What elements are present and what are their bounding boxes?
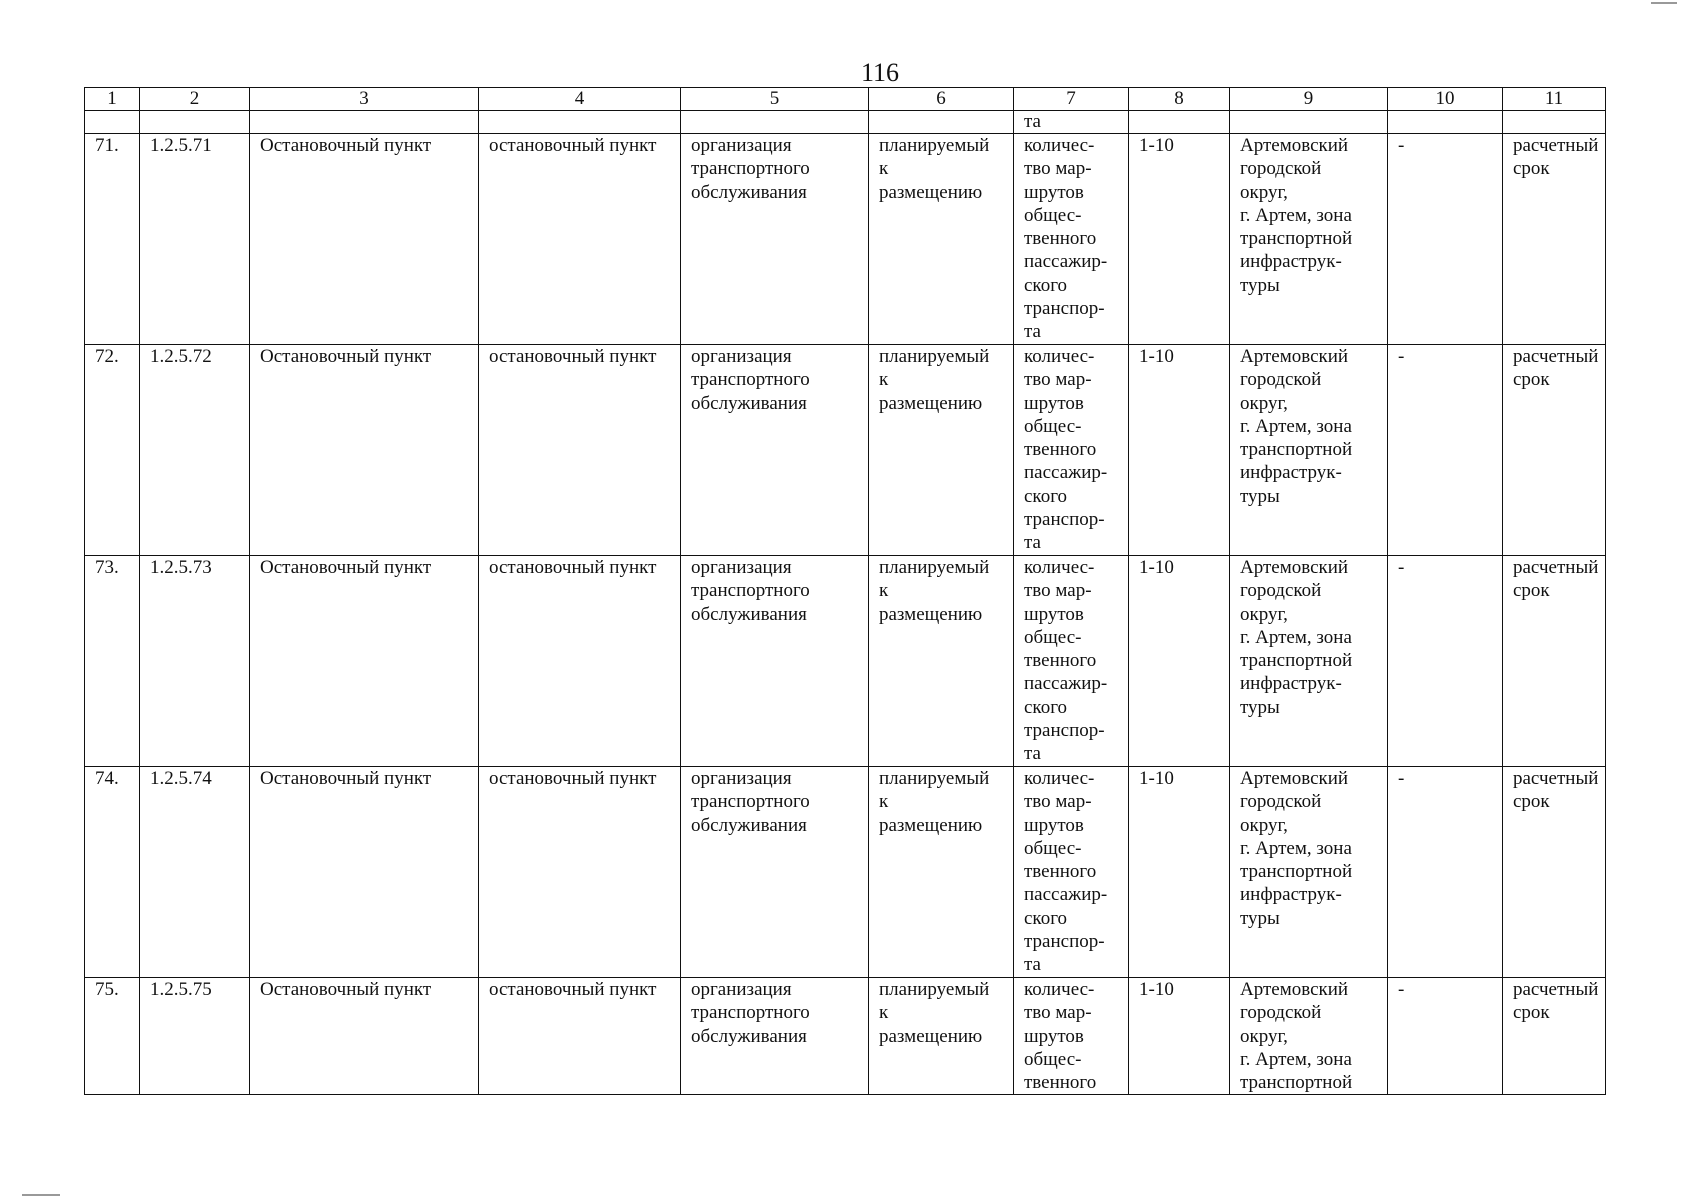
object-term-line: срок [1513, 158, 1550, 180]
object-characteristic-line: твенного [1024, 650, 1097, 672]
object-purpose-line: обслуживания [691, 603, 807, 625]
row-number: 75. [85, 978, 140, 1095]
object-status-line: к [879, 1002, 889, 1024]
object-location-line: Артемовский [1240, 346, 1349, 367]
object-purpose-line: организация [691, 135, 792, 156]
object-characteristic-line: пассажир- [1024, 251, 1108, 273]
object-characteristic-line: та [1024, 321, 1041, 343]
object-characteristic-line: количес- [1024, 346, 1095, 367]
object-location-line: туры [1240, 485, 1280, 507]
object-purpose-line: транспортного [691, 580, 810, 602]
object-characteristic-line: количес- [1024, 768, 1095, 789]
object-status-line: к [879, 369, 889, 391]
object-location-line: городской [1240, 1002, 1322, 1024]
object-characteristic-line: количес- [1024, 557, 1095, 578]
object-status-line: размещению [879, 1025, 983, 1047]
object-type: остановочный пункт [479, 978, 681, 1095]
object-location-line: инфраструк- [1240, 673, 1342, 695]
object-characteristic-line: транспор- [1024, 298, 1105, 320]
column-header: 2 [140, 88, 250, 111]
object-term-line: срок [1513, 1002, 1550, 1024]
object-value: 1-10 [1129, 134, 1230, 345]
object-status-line: к [879, 580, 889, 602]
column-header: 3 [250, 88, 479, 111]
object-purpose-line: обслуживания [691, 181, 807, 203]
table-row [85, 556, 1606, 767]
object-status-line: размещению [879, 181, 983, 203]
empty-cell [85, 111, 140, 134]
object-purpose [681, 556, 869, 767]
object-status-line: планируемый [879, 346, 990, 367]
scan-edge-mark [22, 1194, 60, 1196]
continuation-row [85, 111, 1606, 134]
object-location-line: туры [1240, 696, 1280, 718]
object-characteristic-line: общес- [1024, 415, 1082, 437]
object-location-line: округ, [1240, 1025, 1288, 1047]
object-location-line: городской [1240, 580, 1322, 602]
object-zone: - [1388, 556, 1503, 767]
object-type: остановочный пункт [479, 556, 681, 767]
object-status-line: планируемый [879, 135, 990, 156]
object-location-line: транспортной [1240, 1072, 1353, 1094]
object-term-line: срок [1513, 791, 1550, 813]
object-characteristic-line: твенного [1024, 861, 1097, 883]
object-location [1230, 556, 1388, 767]
object-term [1503, 767, 1606, 978]
object-purpose-line: организация [691, 768, 792, 789]
object-term [1503, 134, 1606, 345]
table-row [85, 767, 1606, 978]
object-term [1503, 556, 1606, 767]
object-code: 1.2.5.73 [140, 556, 250, 767]
object-location-line: г. Артем, зона [1240, 626, 1352, 648]
object-purpose-line: организация [691, 979, 792, 1000]
object-characteristic [1014, 134, 1129, 345]
object-purpose-line: транспортного [691, 158, 810, 180]
object-characteristic-line: общес- [1024, 204, 1082, 226]
column-header: 11 [1503, 88, 1606, 111]
object-location-line: округ, [1240, 392, 1288, 414]
object-location-line: Артемовский [1240, 768, 1349, 789]
object-status-line: размещению [879, 392, 983, 414]
column-header: 7 [1014, 88, 1129, 111]
continuation-text: та [1014, 111, 1129, 134]
object-characteristic-line: шрутов [1024, 814, 1084, 836]
object-location-line: инфраструк- [1240, 884, 1342, 906]
object-characteristic-line: общес- [1024, 626, 1082, 648]
object-characteristic-line: шрутов [1024, 603, 1084, 625]
object-type: остановочный пункт [479, 767, 681, 978]
object-status-line: к [879, 791, 889, 813]
column-header: 10 [1388, 88, 1503, 111]
object-purpose-line: обслуживания [691, 814, 807, 836]
object-value: 1-10 [1129, 556, 1230, 767]
table-row [85, 134, 1606, 345]
object-characteristic-line: количес- [1024, 979, 1095, 1000]
object-purpose-line: организация [691, 346, 792, 367]
object-purpose [681, 134, 869, 345]
object-code: 1.2.5.72 [140, 345, 250, 556]
object-location [1230, 767, 1388, 978]
object-code: 1.2.5.74 [140, 767, 250, 978]
empty-cell [1230, 111, 1388, 134]
object-characteristic [1014, 978, 1129, 1095]
object-location-line: округ, [1240, 814, 1288, 836]
object-location-line: транспортной [1240, 228, 1353, 250]
column-header: 4 [479, 88, 681, 111]
object-status [869, 134, 1014, 345]
object-location-line: г. Артем, зона [1240, 204, 1352, 226]
object-location-line: Артемовский [1240, 135, 1349, 156]
object-zone: - [1388, 345, 1503, 556]
object-characteristic-line: транспор- [1024, 509, 1105, 531]
empty-cell [681, 111, 869, 134]
object-characteristic-line: количес- [1024, 135, 1095, 156]
object-characteristic-line: та [1024, 743, 1041, 765]
object-location-line: округ, [1240, 181, 1288, 203]
object-status-line: к [879, 158, 889, 180]
object-location-line: Артемовский [1240, 557, 1349, 578]
object-zone: - [1388, 134, 1503, 345]
object-characteristic-line: транспор- [1024, 720, 1105, 742]
object-characteristic-line: пассажир- [1024, 884, 1108, 906]
object-characteristic-line: твенного [1024, 1072, 1097, 1094]
object-location-line: транспортной [1240, 439, 1353, 461]
empty-cell [250, 111, 479, 134]
scan-edge-mark [1651, 2, 1677, 4]
objects-table [84, 87, 1606, 1095]
empty-cell [479, 111, 681, 134]
object-value: 1-10 [1129, 345, 1230, 556]
empty-cell [140, 111, 250, 134]
object-status-line: планируемый [879, 557, 990, 578]
object-term-line: расчетный [1513, 135, 1599, 156]
object-code: 1.2.5.71 [140, 134, 250, 345]
object-characteristic [1014, 556, 1129, 767]
object-location-line: транспортной [1240, 650, 1353, 672]
object-characteristic-line: шрутов [1024, 392, 1084, 414]
object-term [1503, 345, 1606, 556]
object-status-line: планируемый [879, 768, 990, 789]
object-characteristic-line: тво мар- [1024, 1002, 1092, 1024]
object-zone: - [1388, 978, 1503, 1095]
object-status [869, 556, 1014, 767]
column-number-header-row [85, 88, 1606, 111]
object-purpose [681, 978, 869, 1095]
object-location-line: транспортной [1240, 861, 1353, 883]
object-purpose-line: транспортного [691, 369, 810, 391]
object-value: 1-10 [1129, 767, 1230, 978]
row-number: 74. [85, 767, 140, 978]
object-purpose [681, 767, 869, 978]
object-status-line: размещению [879, 814, 983, 836]
column-header: 1 [85, 88, 140, 111]
object-purpose [681, 345, 869, 556]
page-number: 116 [860, 58, 900, 87]
object-location-line: туры [1240, 907, 1280, 929]
object-location [1230, 345, 1388, 556]
object-characteristic-line: та [1024, 532, 1041, 554]
object-characteristic-line: ского [1024, 485, 1068, 507]
empty-cell [1388, 111, 1503, 134]
empty-cell [869, 111, 1014, 134]
object-location-line: г. Артем, зона [1240, 1048, 1352, 1070]
object-location [1230, 134, 1388, 345]
object-characteristic-line: шрутов [1024, 181, 1084, 203]
object-status [869, 345, 1014, 556]
object-type: остановочный пункт [479, 134, 681, 345]
object-location [1230, 978, 1388, 1095]
object-location-line: инфраструк- [1240, 462, 1342, 484]
object-name: Остановочный пункт [250, 556, 479, 767]
table-row [85, 345, 1606, 556]
row-number: 72. [85, 345, 140, 556]
object-characteristic-line: общес- [1024, 1048, 1082, 1070]
object-term-line: расчетный [1513, 979, 1599, 1000]
object-type: остановочный пункт [479, 345, 681, 556]
object-characteristic-line: ского [1024, 274, 1068, 296]
object-characteristic-line: пассажир- [1024, 462, 1108, 484]
object-status [869, 978, 1014, 1095]
object-status-line: размещению [879, 603, 983, 625]
column-header: 5 [681, 88, 869, 111]
object-purpose-line: обслуживания [691, 392, 807, 414]
object-term-line: расчетный [1513, 768, 1599, 789]
object-characteristic [1014, 767, 1129, 978]
row-number: 71. [85, 134, 140, 345]
object-characteristic-line: ского [1024, 907, 1068, 929]
object-characteristic-line: общес- [1024, 837, 1082, 859]
object-characteristic-line: шрутов [1024, 1025, 1084, 1047]
object-location-line: г. Артем, зона [1240, 415, 1352, 437]
object-location-line: городской [1240, 158, 1322, 180]
object-purpose-line: обслуживания [691, 1025, 807, 1047]
object-name: Остановочный пункт [250, 134, 479, 345]
object-location-line: туры [1240, 274, 1280, 296]
object-status-line: планируемый [879, 979, 990, 1000]
empty-cell [1129, 111, 1230, 134]
object-term [1503, 978, 1606, 1095]
object-purpose-line: организация [691, 557, 792, 578]
object-name: Остановочный пункт [250, 345, 479, 556]
object-location-line: городской [1240, 791, 1322, 813]
object-characteristic-line: пассажир- [1024, 673, 1108, 695]
object-term-line: расчетный [1513, 346, 1599, 367]
object-characteristic [1014, 345, 1129, 556]
object-characteristic-line: транспор- [1024, 931, 1105, 953]
object-purpose-line: транспортного [691, 791, 810, 813]
object-name: Остановочный пункт [250, 978, 479, 1095]
empty-cell [1503, 111, 1606, 134]
object-location-line: городской [1240, 369, 1322, 391]
object-characteristic-line: тво мар- [1024, 791, 1092, 813]
object-characteristic-line: та [1024, 954, 1041, 976]
object-characteristic-line: твенного [1024, 439, 1097, 461]
object-characteristic-line: тво мар- [1024, 369, 1092, 391]
object-zone: - [1388, 767, 1503, 978]
object-term-line: срок [1513, 580, 1550, 602]
object-value: 1-10 [1129, 978, 1230, 1095]
object-term-line: расчетный [1513, 557, 1599, 578]
object-characteristic-line: ского [1024, 696, 1068, 718]
column-header: 8 [1129, 88, 1230, 111]
object-location-line: инфраструк- [1240, 251, 1342, 273]
object-term-line: срок [1513, 369, 1550, 391]
object-characteristic-line: тво мар- [1024, 158, 1092, 180]
object-name: Остановочный пункт [250, 767, 479, 978]
object-purpose-line: транспортного [691, 1002, 810, 1024]
column-header: 6 [869, 88, 1014, 111]
table-row [85, 978, 1606, 1095]
row-number: 73. [85, 556, 140, 767]
object-status [869, 767, 1014, 978]
object-location-line: Артемовский [1240, 979, 1349, 1000]
object-location-line: округ, [1240, 603, 1288, 625]
object-location-line: г. Артем, зона [1240, 837, 1352, 859]
column-header: 9 [1230, 88, 1388, 111]
object-characteristic-line: тво мар- [1024, 580, 1092, 602]
object-code: 1.2.5.75 [140, 978, 250, 1095]
object-characteristic-line: твенного [1024, 228, 1097, 250]
